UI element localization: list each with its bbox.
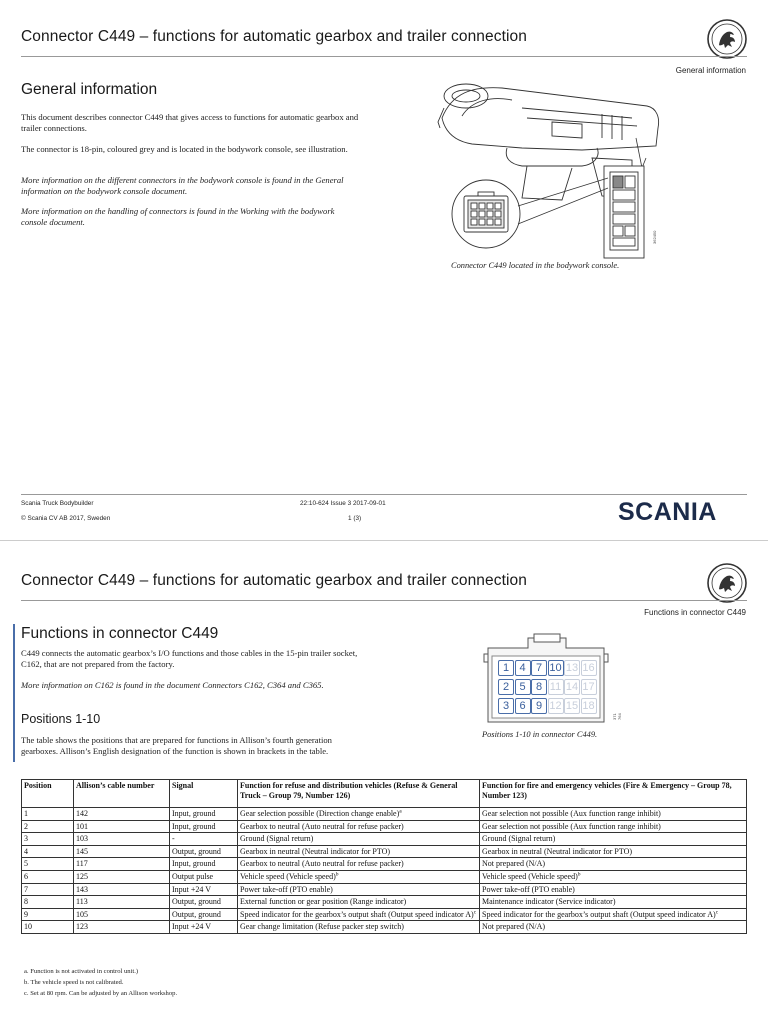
cell-position [22,908,74,921]
footnote-marker: c [473,909,477,916]
cell-signal [170,808,238,821]
cell-refuse-function [238,896,480,909]
cell-refuse-function [238,820,480,833]
cell-refuse-function [238,845,480,858]
positions-paragraph: The table shows the positions that are prepared for functions in Allison’s fourth generation gearboxes. Allison’s English designation of the function is shown in brackets in the table. [21,735,332,756]
page1-caption: Connector C449 located in the bodywork console. [451,261,620,270]
scania-wordmark-logo: SCANIA [618,498,717,526]
connector-pin: 11 [548,679,564,695]
page1-title-rule [21,56,747,57]
cell-fire-function [480,883,747,896]
connector-pin: 8 [531,679,547,695]
page2-section-label: Functions in connector C449 [644,608,746,617]
cell-text: 5 [24,859,28,869]
page1-image-id: 362450 [652,230,657,244]
table-row [22,858,747,871]
cell-position [22,921,74,934]
cell-cable-number [74,845,170,858]
page2-caption: Positions 1-10 in connector C449. [482,730,598,739]
cell-text: Gearbox to neutral (Auto neutral for refuse packer) [240,821,404,831]
cell-text: Input, ground [172,859,216,869]
cell-text: 6 [24,871,28,881]
cell-cable-number [74,870,170,883]
cell-signal [170,883,238,896]
cell-text: Gear selection possible (Direction change enable) [240,809,400,818]
page2-paragraph: C449 connects the automatic gearbox’s I/O functions and those cables in the 15-pin trailer socket, C162, that are not prepared from the factory. [21,648,358,669]
cell-fire-function [480,808,747,821]
cell-text: Speed indicator for the gearbox’s output shaft (Output speed indicator A) [240,909,474,919]
page1-section-label: General information [675,66,746,75]
cell-cable-number [74,896,170,909]
header-position: Position [22,780,74,808]
cell-refuse-function [238,921,480,934]
page2-italic-paragraph: More information on C162 is found in the document Connectors C162, C364 and C365. [21,680,324,690]
footnote-marker: a [399,808,402,815]
section-accent-bar [13,624,15,762]
cell-text: 142 [76,809,88,818]
connector-c449-pin-diagram [482,632,622,728]
cell-position [22,870,74,883]
cell-text: Gearbox in neutral (Neutral indicator for PTO) [240,846,391,856]
page1-footer-rule [21,494,747,495]
cell-position [22,896,74,909]
page1-italic-paragraph-1: More information on the different connectors in the bodywork console is found in the General information on the bodywork console document. [21,175,344,196]
connector-pin: 18 [582,700,595,712]
footnote-marker: c [715,909,719,916]
cell-signal [170,833,238,846]
connector-pin: 15 [565,700,579,712]
cell-text: Gear selection not possible (Aux function range inhibit) [482,809,661,818]
cell-fire-function [480,921,747,934]
connector-pin: 10 [549,662,562,674]
table-row [22,808,747,821]
cell-text: 105 [76,909,88,919]
scania-griffin-logo-2 [706,562,748,604]
cell-text: Not prepared (N/A) [482,922,546,932]
page1-title: Connector C449 – functions for automatic gearbox and trailer connection [21,28,527,45]
page1-italic-paragraph-2: More information on the handling of connectors is found in the Working with the bodywork console document. [21,206,335,227]
cell-text: 101 [76,821,88,831]
cell-signal [170,896,238,909]
cell-text: 145 [76,846,88,856]
cell-signal [170,820,238,833]
page2-title-rule [21,600,747,601]
cell-cable-number [74,921,170,934]
connector-pin: 14 [565,681,579,693]
page1-paragraph-2: The connector is 18-pin, coloured grey and is located in the bodywork console, see illustration. [21,144,348,154]
footnote-c: c. Set at 80 rpm. Can be adjusted by an Allison workshop. [24,990,178,997]
cell-text: Vehicle speed (Vehicle speed) [482,871,578,881]
cell-fire-function [480,896,747,909]
connector-pin: 13 [565,662,579,674]
table-row [22,833,747,846]
page1-heading: General information [21,81,158,98]
footnote-marker: b [335,871,339,878]
connector-pin: 6 [515,698,531,714]
connector-pin: 5 [515,679,531,695]
bodywork-console-illustration [432,78,668,264]
table-row [22,908,747,921]
cell-signal [170,870,238,883]
cell-position [22,845,74,858]
cell-refuse-function [238,833,480,846]
cell-text: 4 [24,846,28,856]
cell-position [22,820,74,833]
table-header-row [22,780,747,808]
table-row [22,921,747,934]
footnote-marker: b [577,871,581,878]
cell-text: 117 [76,859,88,869]
cell-signal [170,845,238,858]
cell-cable-number [74,908,170,921]
cell-text: Input, ground [172,821,216,831]
cell-text: Output, ground [172,897,221,907]
positions-subheading: Positions 1-10 [21,712,101,726]
cell-signal [170,908,238,921]
cell-text: Ground (Signal return) [482,834,556,844]
cell-text: 7 [24,884,28,894]
scania-griffin-logo [706,18,748,60]
cell-text: Output, ground [172,909,221,919]
table-row [22,820,747,833]
connector-pin: 12 [549,700,562,712]
cell-text: 8 [24,897,28,907]
cell-cable-number [74,833,170,846]
cell-text: 125 [76,871,88,881]
cell-text: Ground (Signal return) [240,834,314,844]
cell-fire-function [480,908,747,921]
cell-text: 1 [24,809,28,818]
pin-grid [498,660,598,716]
connector-pin: 3 [498,698,514,714]
cell-text: Gear change limitation (Refuse packer step switch) [240,922,404,932]
table-row [22,883,747,896]
page1-paragraph-1: This document describes connector C449 that gives access to functions for automatic gearbox and trailer connections. [21,112,359,133]
cell-text: Gear selection not possible (Aux function range inhibit) [482,821,661,831]
table-row [22,896,747,909]
page-separator [0,540,768,541]
page2-image-id: 371 764 [612,713,622,720]
cell-position [22,833,74,846]
cell-text: 2 [24,821,28,831]
connector-pin: 16 [582,662,595,674]
cell-text: 3 [24,834,28,844]
footer-copyright: © Scania CV AB 2017, Sweden [21,515,111,522]
footnote-b: b. The vehicle speed is not calibrated. [24,979,124,986]
page2-heading: Functions in connector C449 [21,625,219,642]
cell-fire-function [480,833,747,846]
cell-signal [170,921,238,934]
cell-cable-number [74,883,170,896]
cell-cable-number [74,858,170,871]
table-row [22,870,747,883]
cell-refuse-function [238,883,480,896]
cell-fire-function [480,870,747,883]
cell-text: Output pulse [172,871,214,881]
cell-refuse-function [238,870,480,883]
table-body [22,808,747,934]
cell-text: Input, ground [172,809,216,818]
cell-text: Output, ground [172,846,221,856]
cell-cable-number [74,820,170,833]
cell-text: Vehicle speed (Vehicle speed) [240,871,336,881]
cell-refuse-function [238,858,480,871]
connector-pin: 7 [531,660,547,676]
cell-text: - [172,834,175,844]
cell-refuse-function [238,808,480,821]
cell-text: Input +24 V [172,922,212,932]
cell-text: 10 [24,922,32,932]
cell-text: External function or gear position (Range indicator) [240,897,407,907]
cell-signal [170,858,238,871]
header-cable-number: Allison’s cable number [74,780,170,808]
cell-position [22,858,74,871]
cell-position [22,883,74,896]
cell-position [22,808,74,821]
cell-text: 103 [76,834,88,844]
footer-publication: Scania Truck Bodybuilder [21,500,94,507]
cell-text: Power take-off (PTO enable) [240,884,333,894]
connector-pin: 1 [498,660,514,676]
cell-fire-function [480,845,747,858]
cell-cable-number [74,808,170,821]
cell-fire-function [480,820,747,833]
header-fire-function: Function for fire and emergency vehicles (Fire & Emergency – Group 78, Number 123) [480,780,747,808]
cell-text: Power take-off (PTO enable) [482,884,575,894]
footer-doc-ref: 22:10-624 Issue 3 2017-09-01 [300,500,386,507]
footnote-a: a. Function is not activated in control unit.) [24,968,139,975]
footer-page-number: 1 (3) [348,515,362,522]
connector-pin: 4 [515,660,531,676]
cell-text: 143 [76,884,88,894]
cell-refuse-function [238,908,480,921]
table-row [22,845,747,858]
header-signal: Signal [170,780,238,808]
cell-text: Maintenance indicator (Service indicator) [482,897,616,907]
cell-text: 123 [76,922,88,932]
cell-text: Speed indicator for the gearbox’s output shaft (Output speed indicator A) [482,909,716,919]
cell-text: Not prepared (N/A) [482,859,546,869]
cell-text: Gearbox to neutral (Auto neutral for refuse packer) [240,859,404,869]
cell-text: Gearbox in neutral (Neutral indicator for PTO) [482,846,633,856]
connector-pin: 9 [531,698,547,714]
connector-pin: 2 [498,679,514,695]
header-refuse-function: Function for refuse and distribution vehicles (Refuse & General Truck – Group 79, Number 126) [238,780,480,808]
connector-pin: 17 [582,681,595,693]
page2-title: Connector C449 – functions for automatic gearbox and trailer connection [21,572,527,589]
cell-fire-function [480,858,747,871]
cell-text: Input +24 V [172,884,212,894]
functions-table [21,779,747,934]
cell-text: 9 [24,909,28,919]
cell-text: 113 [76,897,88,907]
